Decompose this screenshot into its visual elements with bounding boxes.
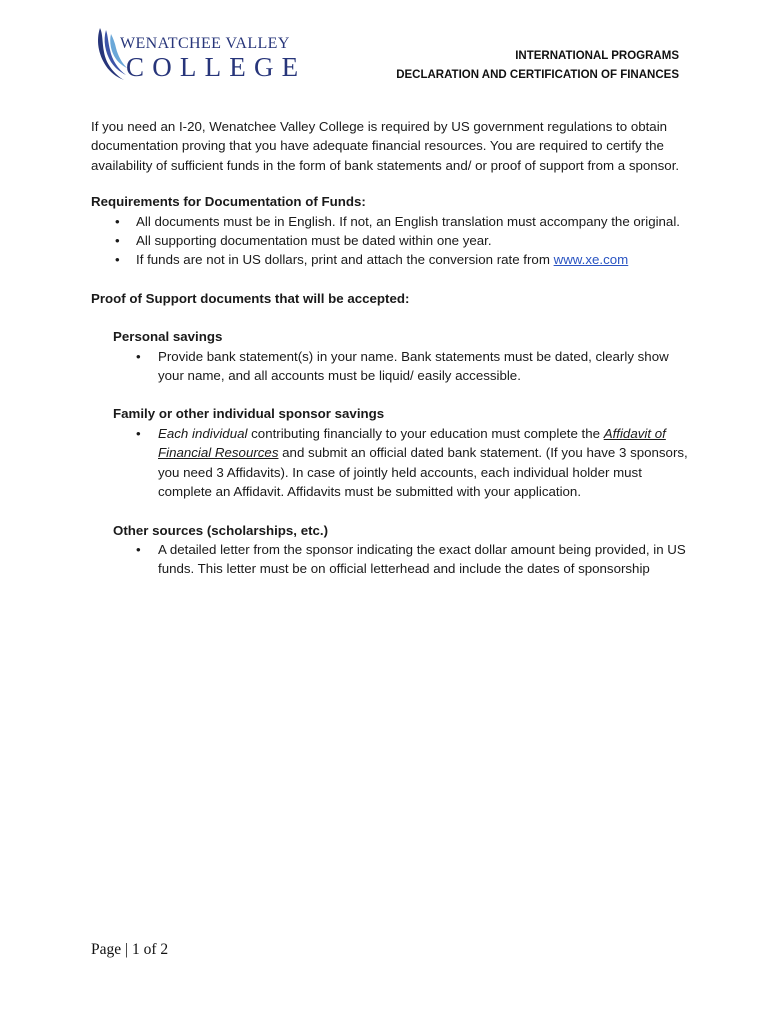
list-item: • All documents must be in English. If not, an English translation must accompany the original. [91,212,691,231]
college-logo [94,26,307,82]
bullet-icon: • [115,233,120,249]
other-sources-section [113,521,691,579]
page-number: Page | 1 of 2 [91,941,169,958]
header-line-2: DECLARATION AND CERTIFICATION OF FINANCES [396,69,679,81]
logo-line-2: COLLEGE [126,52,307,82]
bullet-icon: • [115,252,120,268]
affidavit-link[interactable]: Affidavit of Financial Resources [158,425,666,461]
intro-paragraph: If you need an I-20, Wenatchee Valley College is required by US government regulations to obtain documentation proving that you have adequate financial resources. You are required to certify the availability of sufficient funds in the form of bank statements and/ or proof of support from a sponsor. [91,119,680,173]
bullet-icon: • [136,425,141,441]
header-line-1: INTERNATIONAL PROGRAMS [515,50,679,62]
list-item: • Each individual contributing financially to your education must complete the Affidavit of Financial Resources and submit an official dated bank statement. (If you have 3 sponsors, you need 3 Affidavits). In case of jointly held accounts, each individual holder must complete an Affidavit. Affidavits must be submitted with your application. [136,425,688,500]
list-item: • Provide bank statement(s) in your name. Bank statements must be dated, clearly show your name, and all accounts must be liquid/ easily accessible. [136,348,669,384]
proof-title: Proof of Support documents that will be accepted: [91,290,410,306]
list-item: • If funds are not in US dollars, print and attach the conversion rate from www.xe.com [91,250,691,269]
family-sponsor-title: Family or other individual sponsor savings [113,406,385,422]
other-sources-title: Other sources (scholarships, etc.) [113,522,329,538]
list-item: • A detailed letter from the sponsor indicating the exact dollar amount being provided, in US funds. This letter must be on official letterhead and include the dates of sponsorship [136,541,686,577]
document-header [396,47,679,85]
personal-savings-section [113,327,691,385]
bullet-icon: • [136,541,141,557]
document-body [91,117,691,579]
personal-savings-title: Personal savings [113,329,223,345]
requirements-title: Requirements for Documentation of Funds: [91,194,366,210]
family-sponsor-section [113,404,691,501]
logo-line-1: WENATCHEE VALLEY [120,35,290,52]
list-item: • All supporting documentation must be dated within one year. [91,231,691,250]
bullet-icon: • [136,348,141,364]
xe-link[interactable]: www.xe.com [553,252,629,268]
bullet-icon: • [115,213,120,229]
requirements-list [91,212,691,270]
